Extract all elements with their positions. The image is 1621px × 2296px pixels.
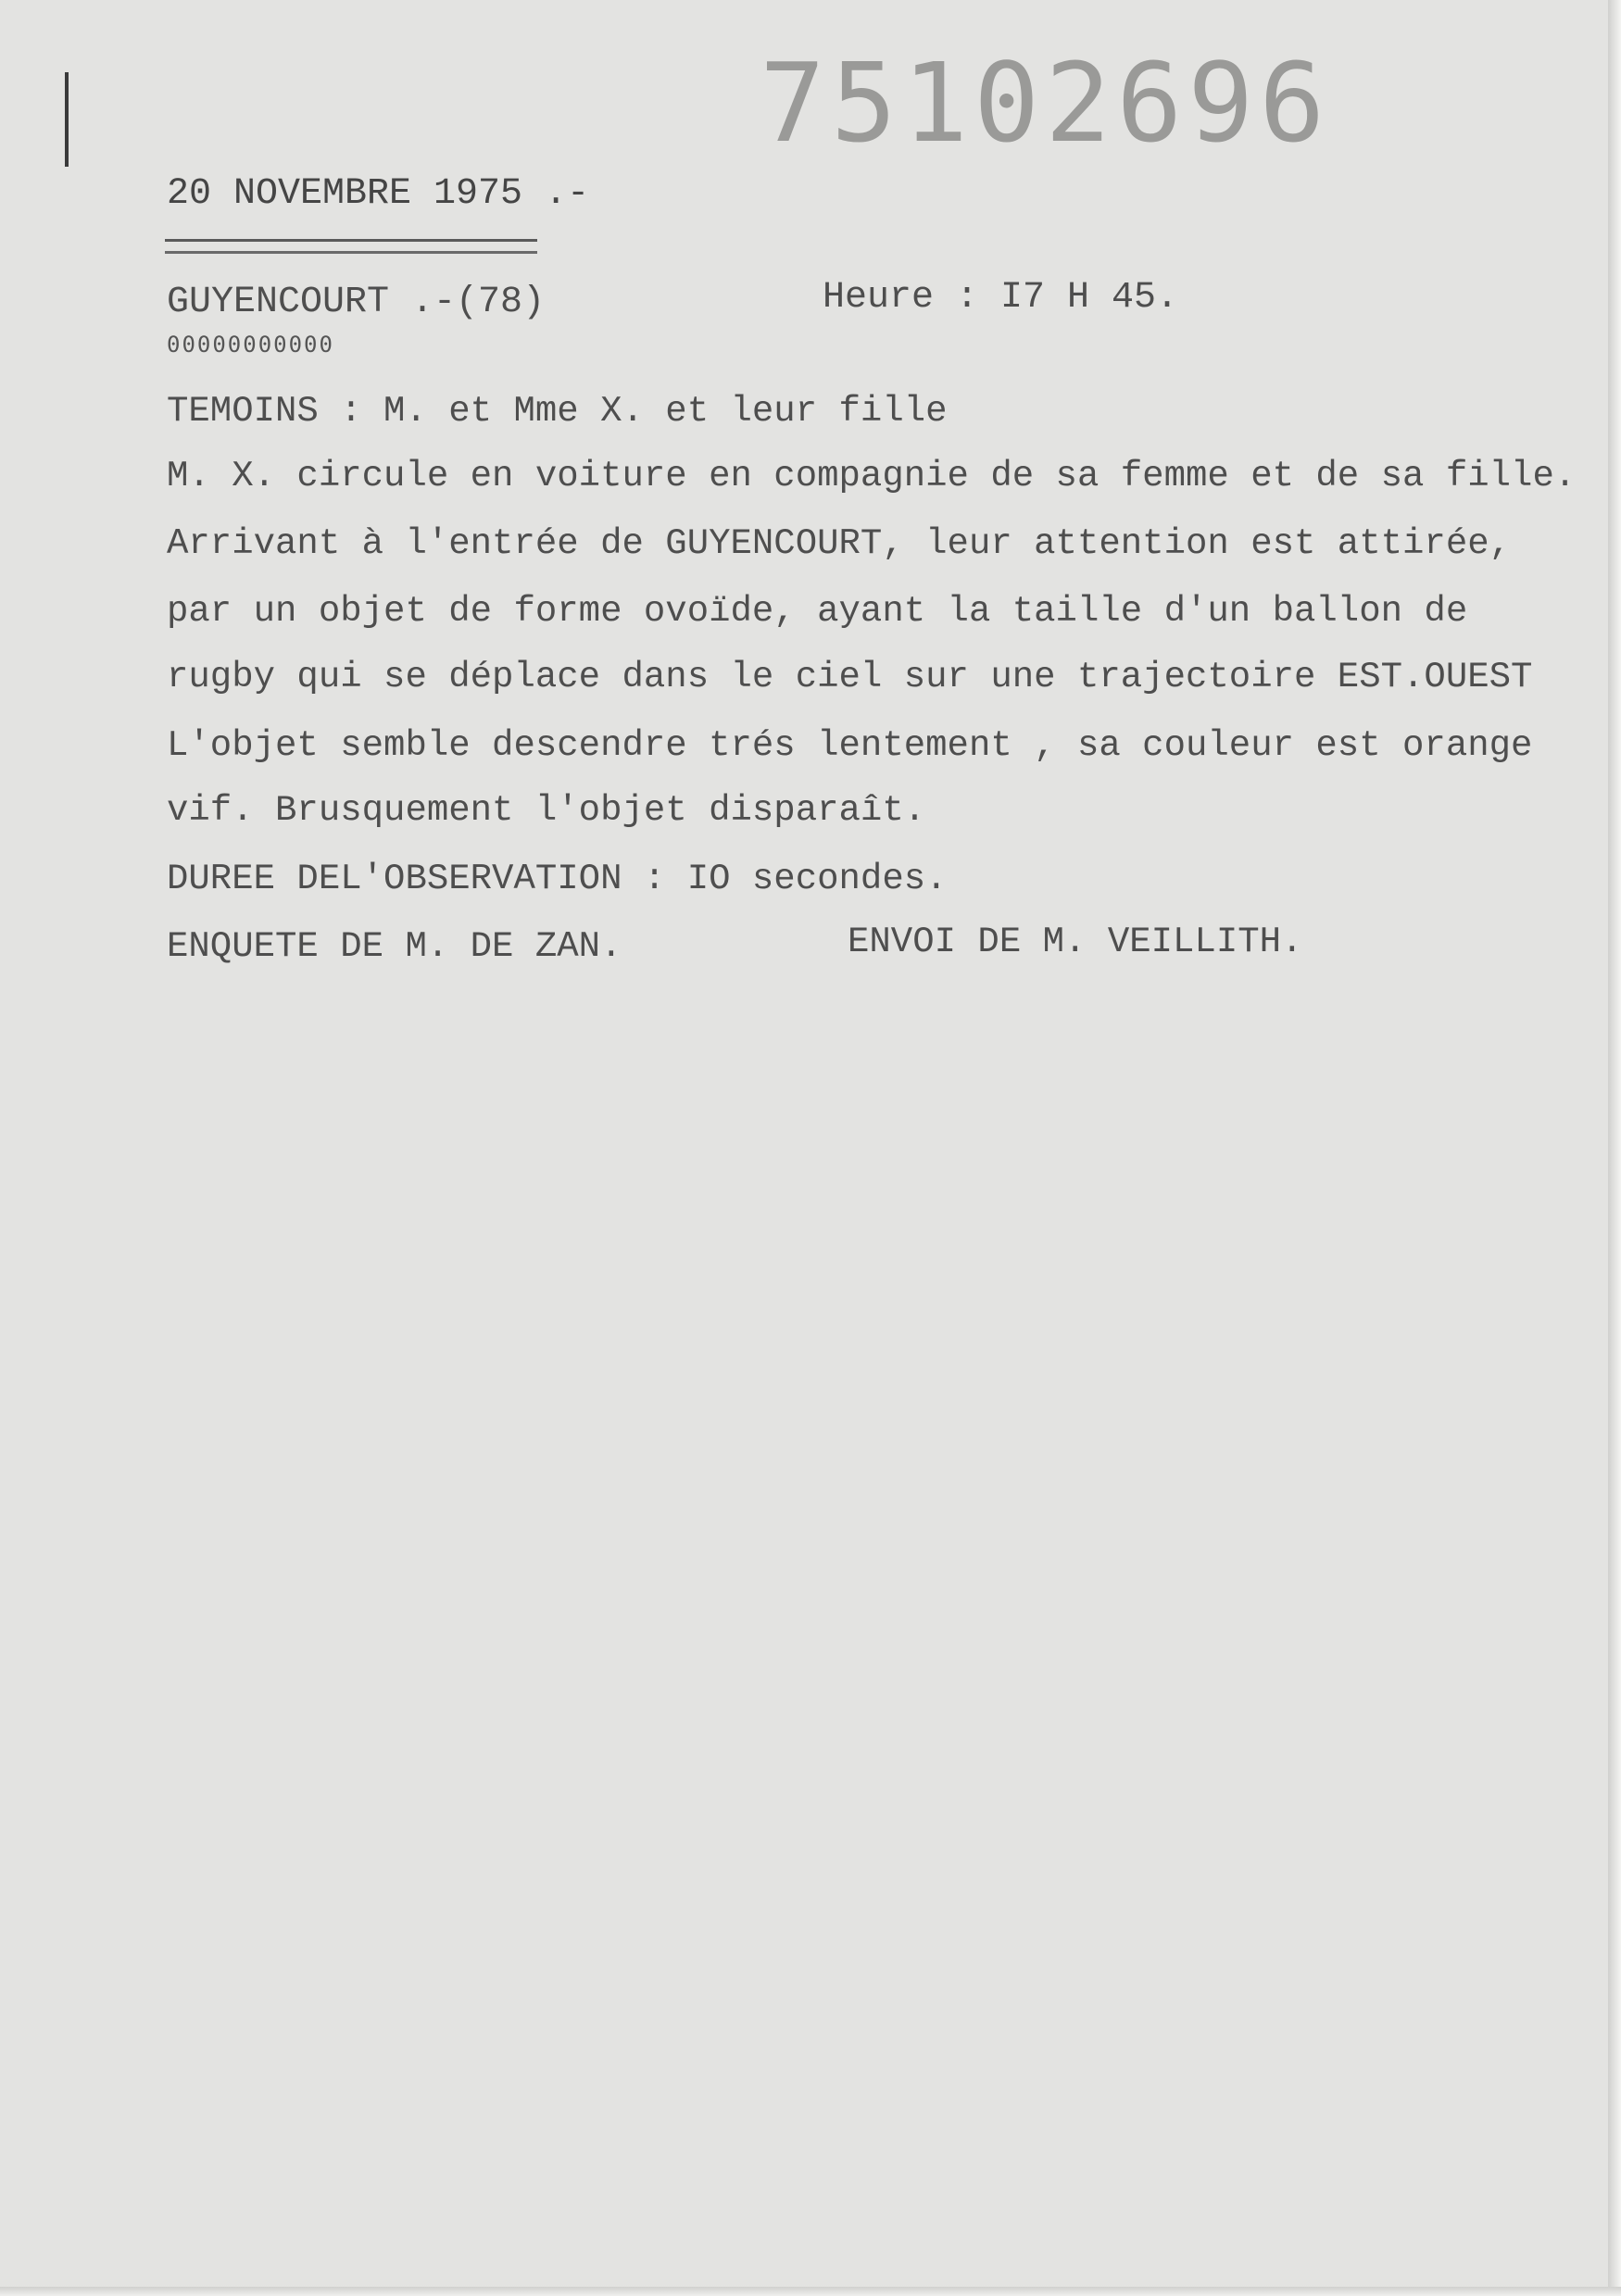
page-edge-bottom	[0, 2287, 1621, 2296]
body-line: par un objet de forme ovoïde, ayant la taille d'un ballon de	[167, 591, 1468, 632]
report-time: Heure : I7 H 45.	[823, 277, 1179, 319]
body-line: Arrivant à l'entrée de GUYENCOURT, leur attention est attirée,	[167, 523, 1512, 564]
body-line: rugby qui se déplace dans le ciel sur une trajectoire EST.OUEST	[167, 657, 1533, 697]
investigation-credit: ENQUETE DE M. DE ZAN.	[167, 926, 622, 967]
date-underline	[165, 239, 537, 254]
report-date: 20 NOVEMBRE 1975 .-	[167, 173, 590, 215]
report-location: GUYENCOURT .-(78)	[167, 282, 546, 323]
observation-duration: DUREE DEL'OBSERVATION : IO secondes.	[167, 859, 948, 899]
archive-stamp-number: 75102696	[760, 39, 1331, 167]
location-underline-dots: 00000000000	[167, 332, 334, 358]
witnesses-line: TEMOINS : M. et Mme X. et leur fille	[167, 391, 948, 432]
body-line: vif. Brusquement l'objet disparaît.	[167, 790, 926, 831]
sender-credit: ENVOI DE M. VEILLITH.	[848, 922, 1303, 962]
margin-mark	[65, 72, 69, 167]
body-line: M. X. circule en voiture en compagnie de sa femme et de sa fille.	[167, 456, 1577, 496]
page-edge-right	[1608, 0, 1621, 2296]
body-line: L'objet semble descendre trés lentement , sa couleur est orange	[167, 725, 1533, 766]
